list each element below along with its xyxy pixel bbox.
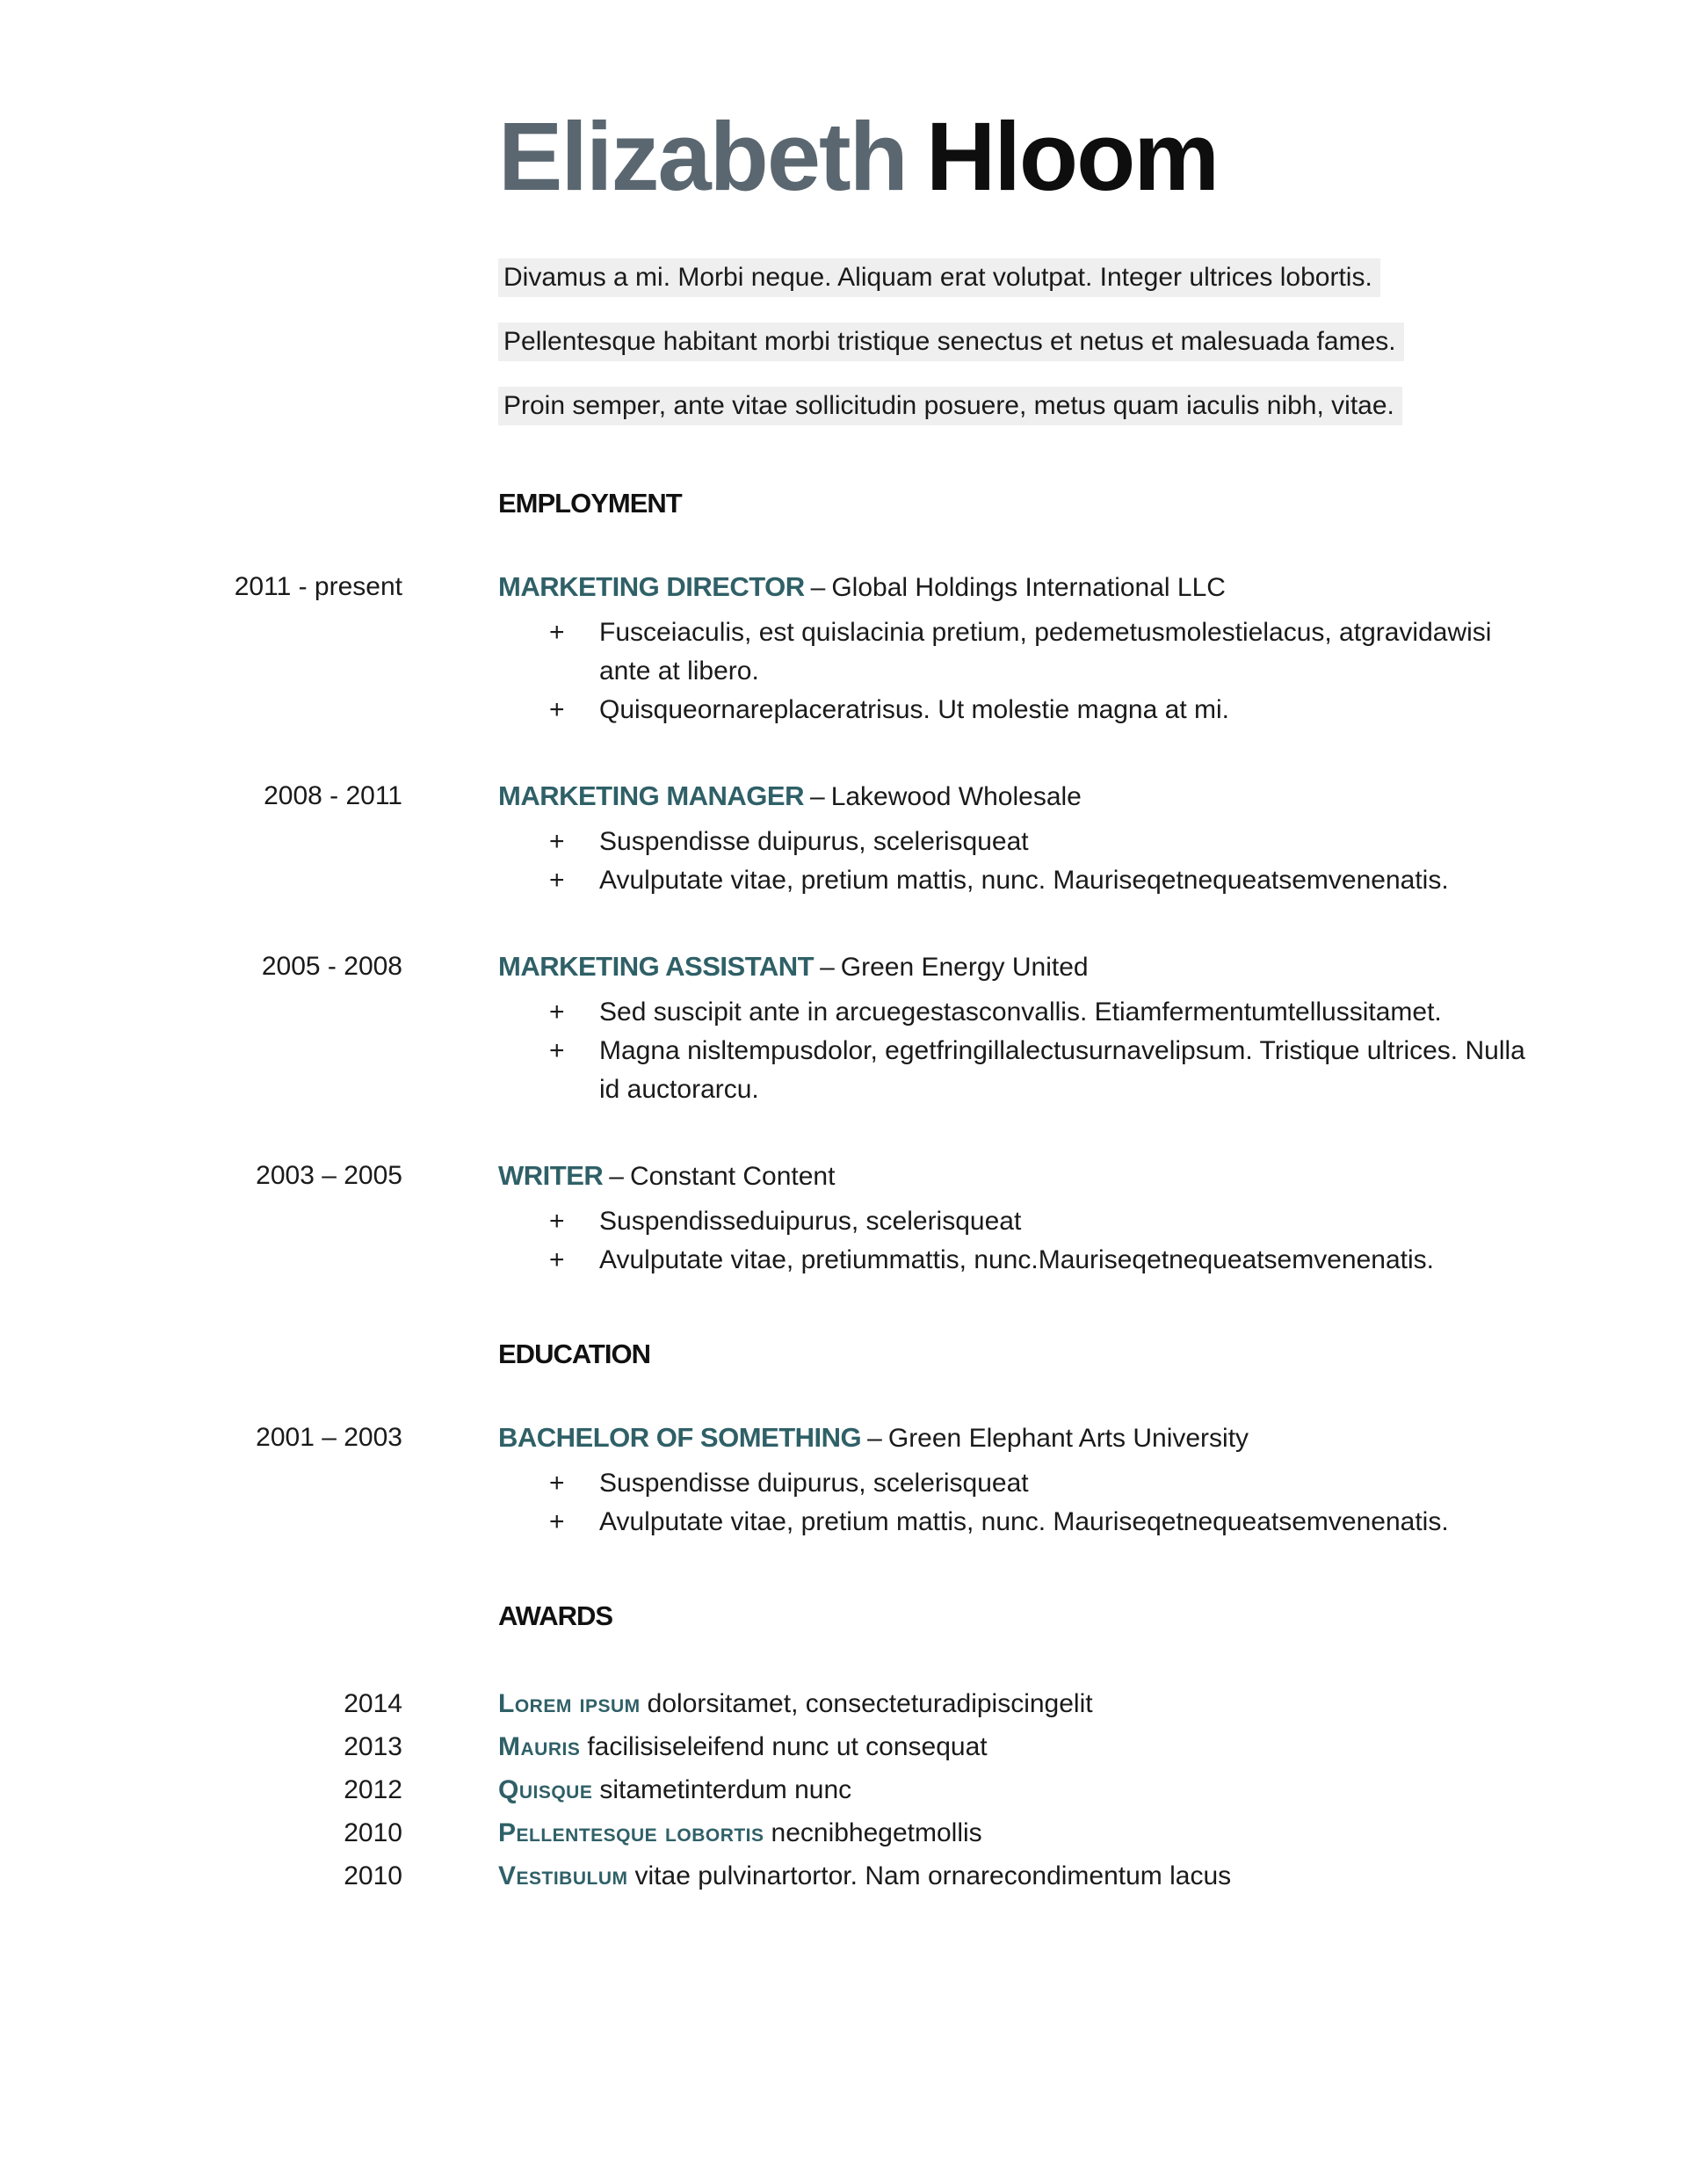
company-name: Global Holdings International LLC <box>831 573 1226 602</box>
bullet-text: Fusceiaculis, est quislacinia pretium, pedemetusmolestielacus, atgravidawisi ante at libero. <box>599 618 1492 686</box>
entry-head <box>498 949 1546 985</box>
bullet-list <box>498 823 1546 900</box>
award-row <box>0 1768 1687 1811</box>
dash-separator: – <box>820 953 835 982</box>
dash-separator: – <box>810 782 825 811</box>
award-row <box>0 1854 1687 1897</box>
employment-entry <box>0 1158 1687 1280</box>
bullet-text: Suspendisse duipurus, scelerisqueat <box>599 1469 1029 1498</box>
company-name: Lakewood Wholesale <box>830 782 1082 811</box>
award-text: facilisiseleifend nunc ut consequat <box>587 1732 988 1761</box>
bullet-text: Suspendisseduipurus, scelerisqueat <box>599 1207 1022 1236</box>
award-year: 2013 <box>344 1732 402 1761</box>
award-keyword: Quisque <box>498 1775 593 1804</box>
bullet-text: Avulputate vitae, pretium mattis, nunc. Mauriseqetnequeatsemvenenatis. <box>599 1507 1449 1536</box>
school-name: Green Elephant Arts University <box>887 1424 1249 1453</box>
section-heading-employment: EMPLOYMENT <box>498 488 682 519</box>
summary-line <box>498 259 1687 301</box>
job-title: MARKETING DIRECTOR <box>498 571 805 602</box>
entry-dates: 2011 - present <box>234 572 402 601</box>
bullet-item <box>498 1202 1546 1241</box>
plus-bullet-marker: + <box>549 998 565 1027</box>
bullet-list <box>498 1202 1546 1280</box>
summary-line-text: Pellentesque habitant morbi tristique senectus et netus et malesuada fames. <box>498 323 1404 361</box>
page-title <box>498 104 1687 210</box>
bullet-text: Quisqueornareplaceratrisus. Ut molestie magna at mi. <box>599 695 1229 724</box>
award-year: 2012 <box>344 1775 402 1804</box>
plus-bullet-marker: + <box>549 1207 565 1236</box>
entry-head <box>498 1158 1546 1194</box>
entry-dates: 2001 – 2003 <box>256 1423 402 1452</box>
section-heading-education: EDUCATION <box>498 1339 650 1369</box>
name-last: Hloom <box>925 103 1219 211</box>
name-first: Elizabeth <box>498 103 907 211</box>
entry-dates: 2005 - 2008 <box>261 952 402 981</box>
summary-line <box>498 323 1687 365</box>
entry-head <box>498 779 1546 815</box>
section-heading-awards: AWARDS <box>498 1600 613 1631</box>
bullet-text: Avulputate vitae, pretiummattis, nunc.Mauriseqetnequeatsemvenenatis. <box>599 1245 1434 1274</box>
plus-bullet-marker: + <box>549 866 565 895</box>
summary-line-text: Divamus a mi. Morbi neque. Aliquam erat volutpat. Integer ultrices lobortis. <box>498 258 1380 297</box>
entry-head <box>498 1420 1546 1456</box>
bullet-item <box>498 613 1546 691</box>
plus-bullet-marker: + <box>549 695 565 724</box>
award-row <box>0 1811 1687 1854</box>
award-text: vitae pulvinartortor. Nam ornarecondimentum lacus <box>634 1861 1232 1890</box>
degree-title: BACHELOR OF SOMETHING <box>498 1422 862 1453</box>
award-year: 2014 <box>344 1689 402 1718</box>
bullet-item <box>498 1241 1546 1280</box>
company-name: Constant Content <box>629 1162 836 1191</box>
plus-bullet-marker: + <box>549 1036 565 1065</box>
award-keyword: Mauris <box>498 1732 581 1761</box>
bullet-list <box>498 1464 1546 1542</box>
plus-bullet-marker: + <box>549 618 565 647</box>
dash-separator: – <box>810 573 826 602</box>
plus-bullet-marker: + <box>549 1507 565 1536</box>
bullet-item <box>498 691 1546 729</box>
plus-bullet-marker: + <box>549 1245 565 1274</box>
bullet-list <box>498 993 1546 1109</box>
bullet-item <box>498 1503 1546 1542</box>
award-keyword: Lorem ipsum <box>498 1689 641 1718</box>
bullet-text: Suspendisse duipurus, scelerisqueat <box>599 827 1029 856</box>
employment-entry <box>0 779 1687 900</box>
award-row <box>0 1682 1687 1725</box>
employment-entry <box>0 570 1687 729</box>
plus-bullet-marker: + <box>549 1469 565 1498</box>
summary-block <box>498 259 1687 429</box>
employment-entry <box>0 949 1687 1109</box>
bullet-item <box>498 823 1546 861</box>
bullet-item <box>498 1464 1546 1503</box>
bullet-text: Magna nisltempusdolor, egetfringillalectusurnavelipsum. Tristique ultrices. Nulla id auctorarcu. <box>599 1036 1525 1104</box>
dash-separator: – <box>867 1424 882 1453</box>
bullet-item <box>498 861 1546 900</box>
award-text: necnibhegetmollis <box>771 1818 982 1847</box>
summary-line <box>498 388 1687 429</box>
bullet-text: Sed suscipit ante in arcuegestasconvallis. Etiamfermentumtellussitamet. <box>599 998 1442 1027</box>
award-text: sitametinterdum nunc <box>599 1775 852 1804</box>
award-year: 2010 <box>344 1861 402 1890</box>
bullet-list <box>498 613 1546 729</box>
bullet-item <box>498 1032 1546 1109</box>
dash-separator: – <box>609 1162 624 1191</box>
entry-head <box>498 570 1546 606</box>
summary-line-text: Proin semper, ante vitae sollicitudin posuere, metus quam iaculis nibh, vitae. <box>498 387 1402 425</box>
job-title: WRITER <box>498 1160 604 1191</box>
award-year: 2010 <box>344 1818 402 1847</box>
entry-dates: 2003 – 2005 <box>256 1161 402 1190</box>
award-row <box>0 1725 1687 1768</box>
award-text: dolorsitamet, consecteturadipiscingelit <box>647 1689 1093 1718</box>
awards-list <box>0 1682 1687 1897</box>
job-title: MARKETING MANAGER <box>498 780 804 811</box>
bullet-text: Avulputate vitae, pretium mattis, nunc. Mauriseqetnequeatsemvenenatis. <box>599 866 1449 895</box>
plus-bullet-marker: + <box>549 827 565 856</box>
award-keyword: Vestibulum <box>498 1861 628 1890</box>
award-keyword: Pellentesque lobortis <box>498 1818 764 1847</box>
job-title: MARKETING ASSISTANT <box>498 951 815 982</box>
company-name: Green Energy United <box>840 953 1089 982</box>
education-entry <box>0 1420 1687 1542</box>
bullet-item <box>498 993 1546 1032</box>
entry-dates: 2008 - 2011 <box>264 781 402 810</box>
